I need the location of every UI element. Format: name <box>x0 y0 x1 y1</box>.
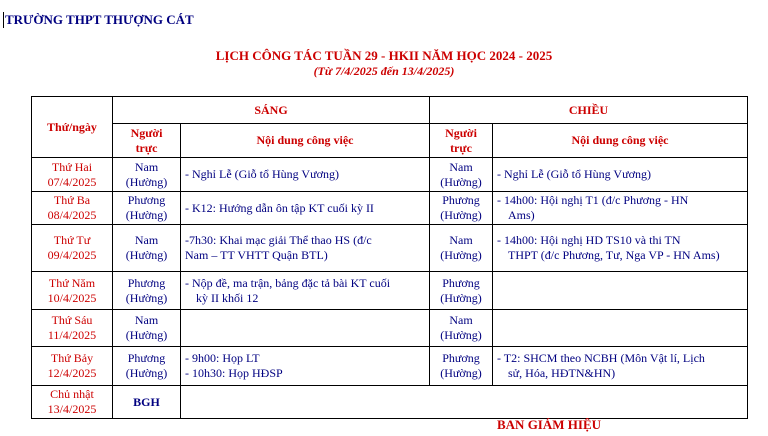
day-cell: Thứ Ba 08/4/2025 <box>32 192 113 225</box>
morning-duty-cell: Nam (Hường) <box>113 158 181 192</box>
table-row <box>32 158 748 192</box>
afternoon-duty-cell: Nam (Hường) <box>430 158 493 192</box>
schedule-date-range: (Từ 7/4/2025 đến 13/4/2025) <box>313 64 455 78</box>
day-cell: Thứ Năm 10/4/2025 <box>32 272 113 310</box>
morning-task-cell <box>181 310 430 347</box>
day-cell: Thứ Tư 09/4/2025 <box>32 225 113 272</box>
afternoon-duty-header: Người trực <box>430 124 493 158</box>
afternoon-content-header: Nội dung công việc <box>493 124 748 158</box>
signature-board: BAN GIÁM HIỆU <box>497 417 602 432</box>
day-cell: Thứ Bảy 12/4/2025 <box>32 347 113 386</box>
afternoon-task-cell: - T2: SHCM theo NCBH (Môn Vật lí, Lịch sử, Hóa, HĐTN&HN) <box>493 347 748 386</box>
table-row <box>32 310 748 347</box>
afternoon-duty-cell: Phương (Hường) <box>430 347 493 386</box>
morning-task-cell: - K12: Hướng dẫn ôn tập KT cuối kỳ II <box>181 192 430 225</box>
day-cell: Chủ nhật 13/4/2025 <box>32 386 113 419</box>
morning-task-cell: - Nghỉ Lễ (Giỗ tổ Hùng Vương) <box>181 158 430 192</box>
day-column-header: Thứ/ngày <box>32 97 113 158</box>
schedule-title: LỊCH CÔNG TÁC TUẦN 29 - HKII NĂM HỌC 2024 - 2025 <box>215 48 553 63</box>
morning-task-cell: - Nộp đề, ma trận, bảng đặc tả bài KT cuối kỳ II khối 12 <box>181 272 430 310</box>
table-row-sunday <box>32 386 748 419</box>
afternoon-task-cell <box>493 310 748 347</box>
school-name: TRƯỜNG THPT THƯỢNG CÁT <box>5 12 194 27</box>
afternoon-task-cell: - 14h00: Hội nghị HD TS10 và thi TN THPT (đ/c Phương, Tư, Nga VP - HN Ams) <box>493 225 748 272</box>
table-row <box>32 225 748 272</box>
morning-header: SÁNG <box>113 97 430 124</box>
afternoon-duty-cell: Phương (Hường) <box>430 272 493 310</box>
sunday-duty-cell: BGH <box>113 386 181 419</box>
day-cell: Thứ Hai 07/4/2025 <box>32 158 113 192</box>
morning-duty-cell: Nam (Hường) <box>113 310 181 347</box>
morning-duty-cell: Nam (Hường) <box>113 225 181 272</box>
table-row <box>32 272 748 310</box>
schedule-table <box>31 96 748 419</box>
afternoon-duty-cell: Nam (Hường) <box>430 310 493 347</box>
day-cell: Thứ Sáu 11/4/2025 <box>32 310 113 347</box>
table-row <box>32 347 748 386</box>
morning-duty-cell: Phương (Hường) <box>113 347 181 386</box>
sunday-empty-cell <box>181 386 748 419</box>
morning-duty-cell: Phương (Hường) <box>113 272 181 310</box>
morning-task-cell: - 9h00: Họp LT - 10h30: Họp HĐSP <box>181 347 430 386</box>
morning-duty-cell: Phương (Hường) <box>113 192 181 225</box>
afternoon-duty-cell: Nam (Hường) <box>430 225 493 272</box>
afternoon-duty-cell: Phương (Hường) <box>430 192 493 225</box>
afternoon-task-cell: - 14h00: Hội nghị T1 (đ/c Phương - HN Ams) <box>493 192 748 225</box>
afternoon-task-cell: - Nghỉ Lễ (Giỗ tổ Hùng Vương) <box>493 158 748 192</box>
afternoon-task-cell <box>493 272 748 310</box>
morning-content-header: Nội dung công việc <box>181 124 430 158</box>
morning-duty-header: Người trực <box>113 124 181 158</box>
morning-task-cell: -7h30: Khai mạc giải Thể thao HS (đ/c Nam – TT VHTT Quận BTL) <box>181 225 430 272</box>
afternoon-header: CHIỀU <box>430 97 748 124</box>
table-row <box>32 192 748 225</box>
